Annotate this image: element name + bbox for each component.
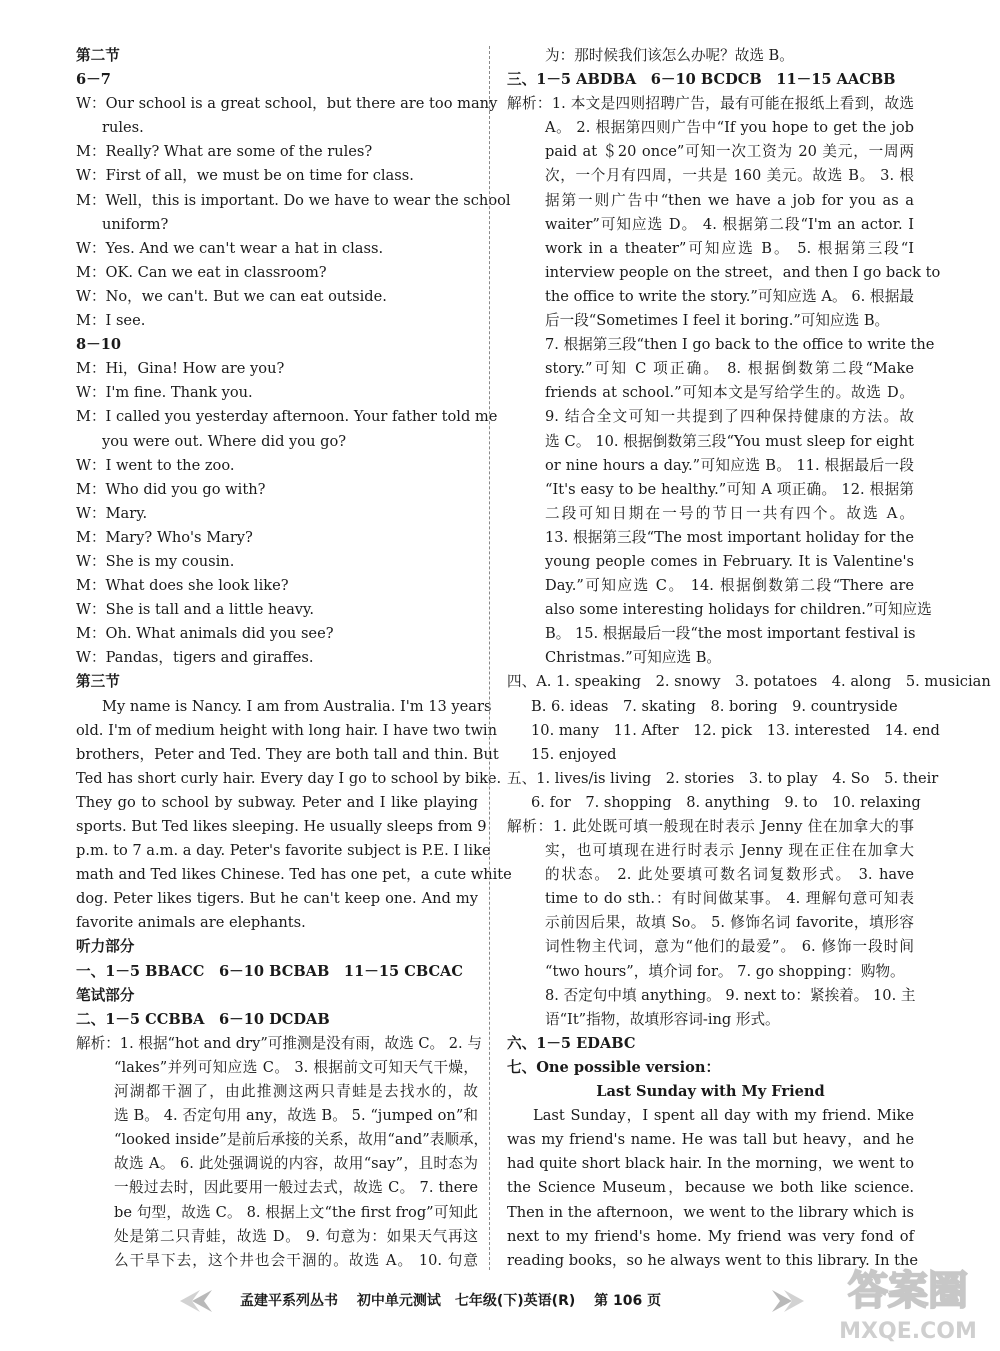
left-column [76,44,512,1273]
left-column-line: 一般过去时，因此要用一般过去式，故选 C。 7. there [114,1179,478,1197]
right-column-line: Last Sunday with My Friend [596,1083,825,1101]
right-column-line: Day.”可知应选 C。 14. 根据倒数第二段“There are [545,577,914,595]
right-column-line: 的状态。 2. 此处要填可数名词复数形式。 3. have [545,866,914,884]
right-column-line: also some interesting holidays for children.”可知应选 [545,601,932,619]
left-column-line: 故选 A。 6. 此处强调说的内容，故用“say”，且时态为 [114,1155,478,1173]
left-column-line: M：What does she look like? [76,577,289,595]
watermark-text: 答案圈 [848,1268,968,1314]
right-column-line: work in a theater”可知应选 B。 5. 根据第三段“I [545,239,914,257]
right-column [507,44,991,1273]
right-column-line: “two hours”，填介词 for。 7. go shopping：购物。 [545,962,905,980]
right-column-line: time to do sth.：有时间做某事。 4. 理解句意可知表 [545,890,914,908]
right-column-line: 15. enjoyed [531,745,617,763]
watermark-url: MXQE.COM [839,1319,977,1344]
left-column-line: 一、1－5 BBACC 6－10 BCBAB 11－15 CBCAC [76,962,463,980]
left-column-line: 第二节 [76,47,120,64]
left-column-line: sports. But Ted likes sleeping. He usually sleeps from 9 [76,818,487,835]
left-column-line: 处是第二只青蛙，故选 D。 9. 句意为：如果天气再这 [114,1227,478,1245]
left-column-line: M：OK. Can we eat in classroom? [76,263,327,281]
right-column-line: Then in the afternoon，we went to the library which is [507,1203,914,1221]
left-column-line: My name is Nancy. I am from Australia. I'm 13 years [102,697,492,715]
left-column-line: dog. Peter likes tigers. But he can't keep one. And my [76,890,478,908]
left-column-line: 笔试部分 [76,986,135,1004]
left-column-line: 解析：1. 根据“hot and dry”可推测是没有雨，故选 C。 2. 与 [76,1034,482,1052]
left-column-line: 么干旱下去，这个井也会干涸的。故选 A。 10. 句意 [114,1251,478,1269]
left-column-line: M：Really? What are some of the rules? [76,143,373,161]
footer-title: 初中单元测试 七年级(下)英语(R) [356,1293,576,1309]
right-column-line: 五、1. lives/is living 2. stories 3. to play 4. So 5. their [507,769,939,787]
right-column-line: friends at school.”可知本文是写给学生的。故选 D。 [545,384,914,402]
column-divider [489,46,490,1270]
right-column-line: 语“It”指物，故填形容词-ing 形式。 [545,1010,780,1028]
right-column-line: reading books，so he always went to this library. In the [507,1251,919,1269]
right-column-line: had quite short black hair. In the morning，we went to [507,1155,914,1173]
right-column-line: B. 6. ideas 7. skating 8. boring 9. countryside [531,697,898,715]
right-column-line: next to my friend's home. My friend was very fond of [507,1227,914,1245]
right-column-line: the Science Museum，because we both like science. [507,1179,914,1197]
right-column-line: 10. many 11. After 12. pick 13. interested 14. end [531,721,940,739]
left-column-line: W：Mary. [76,504,148,522]
right-column-line: 6. for 7. shopping 8. anything 9. to 10. relaxing [531,793,921,811]
left-column-line: M：Oh. What animals did you see? [76,625,334,643]
left-column-line: M：Well，this is important. Do we have to wear the school [76,191,511,209]
right-column-line: A。 2. 根据第四则广告中“If you hope to get the job [545,119,914,137]
left-column-line: 河湖都干涸了，由此推测这两只青蛙是去找水的，故 [114,1083,478,1101]
right-column-line: or nine hours a day.”可知应选 B。 11. 根据最后一段 [545,456,914,474]
left-column-line: M：Hi，Gina! How are you? [76,360,285,378]
right-column-line: 词性物主代词，意为“他们的最爱”。 6. 修饰一段时间 [545,938,914,956]
left-column-line: rules. [102,119,144,137]
left-column-line: favorite animals are elephants. [76,914,306,932]
right-column-line: 解析：1. 本文是四则招聘广告，最有可能在报纸上看到，故选 [507,95,914,113]
right-column-line: 七、One possible version： [507,1058,721,1076]
right-column-line: paid at ＄20 once”可知一次工资为 20 美元，一周两 [545,143,914,161]
left-column-line: W：Pandas，tigers and giraffes. [76,649,314,667]
left-column-line: math and Ted likes Chinese. Ted has one pet，a cute white [76,866,512,884]
left-column-line: “lakes”并列可知应选 C。 3. 根据前文可知天气干燥， [114,1058,478,1076]
left-column-line: W：No，we can't. But we can eat outside. [76,287,387,305]
left-column-line: W：Yes. And we can't wear a hat in class. [76,239,384,257]
footer-text [240,1290,661,1310]
left-column-line: 6－7 [76,71,111,89]
left-column-line: old. I'm of medium height with long hair. I have two twin [76,721,498,739]
left-column-line: M：Who did you go with? [76,480,266,498]
right-column-line: 8. 否定句中填 anything。 9. next to：紧挨着。 10. 主 [545,986,916,1004]
left-column-line: brothers，Peter and Ted. They are both tall and thin. But [76,745,499,763]
right-column-line: story.”可知 C 项正确。 8. 根据倒数第二段“Make [545,360,914,378]
right-column-line: 次，一个月有四周，一共是 160 美元。故选 B。 3. 根 [545,167,914,185]
right-column-line: was my friend's name. He was tall but heavy，and he [507,1131,914,1149]
right-column-line: 9. 结合全文可知一共提到了四种保持健康的方法。故 [545,408,914,426]
footer-page-number: 第 106 页 [594,1293,662,1309]
left-column-line: W：Our school is a great school，but there are too many [76,95,498,113]
left-column-line: “looked inside”是前后承接的关系，故用“and”表顺承， [114,1131,489,1149]
footer-series: 孟建平系列丛书 [240,1293,338,1309]
right-arrow-icon [770,1288,806,1314]
left-column-line: you were out. Where did you go? [102,432,347,450]
left-column-line: p.m. to 7 a.m. a day. Peter's favorite subject is P.E. I like [76,842,491,860]
left-column-line: W：First of all，we must be on time for class. [76,167,414,185]
left-column-line: W：She is tall and a little heavy. [76,601,314,619]
left-column-line: M：I see. [76,312,146,330]
left-column-line: W：I went to the zoo. [76,456,235,474]
left-column-line: 听力部分 [76,938,135,956]
left-column-line: uniform? [102,215,169,233]
right-column-line: 7. 根据第三段“then I go back to the office to write the [545,336,935,354]
left-column-line: W：I'm fine. Thank you. [76,384,253,402]
right-column-line: the office to write the story.”可知应选 A。 6. 根据最 [545,287,914,305]
left-column-line: M：I called you yesterday afternoon. Your father told me [76,408,498,426]
left-column-line: M：Mary? Who's Mary? [76,528,253,546]
right-column-line: 解析：1. 此处既可填一般现在时表示 Jenny 住在加拿大的事 [507,818,914,835]
left-column-line: 二、1－5 CCBBA 6－10 DCDAB [76,1010,330,1028]
right-column-line: 六、1－5 EDABC [507,1034,636,1052]
right-column-line: Christmas.”可知应选 B。 [545,649,722,667]
right-column-line: 选 C。 10. 根据倒数第三段“You must sleep for eight [545,432,914,450]
right-column-line: 二段可知日期在一号的节日一共有四个。故选 A。 [545,504,914,522]
right-column-line: 13. 根据第三段“The most important holiday for the [545,528,914,546]
right-column-line: Last Sunday，I spent all day with my friend. Mike [533,1107,914,1125]
right-column-line: 为：那时候我们该怎么办呢？故选 B。 [545,47,794,64]
right-column-line: “It's easy to be healthy.”可知 A 项正确。 12. 根据第 [545,480,914,498]
right-column-line: 示前因后果，故填 So。 5. 修饰名词 favorite，填形容 [545,914,914,932]
right-column-line: 实，也可填现在进行时表示 Jenny 现在正住在加拿大 [545,842,914,860]
left-column-line: W：She is my cousin. [76,552,235,570]
right-column-line: 据第一则广告中“then we have a job for you as a [545,191,914,209]
left-column-line: 选 B。 4. 否定句用 any，故选 B。 5. “jumped on”和 [114,1107,478,1125]
right-column-line: young people comes in February. It is Valentine's [545,552,914,570]
right-column-line: B。 15. 根据最后一段“the most important festival is [545,625,916,643]
right-column-line: 三、1－5 ABDBA 6－10 BCDCB 11－15 AACBB [507,71,896,89]
left-column-line: 第三节 [76,673,120,691]
left-column-line: 8－10 [76,336,122,354]
left-column-line: They go to school by subway. Peter and I like playing [76,793,478,811]
right-column-line: interview people on the street，and then I go back to [545,263,941,281]
left-column-line: be 句型，故选 C。 8. 根据上文“the first frog”可知此 [114,1203,478,1221]
right-column-line: 四、A. 1. speaking 2. snowy 3. potatoes 4. along 5. musician [507,673,991,691]
right-column-line: waiter”可知应选 D。 4. 根据第二段“I'm an actor. I [545,215,914,233]
right-column-line: 后一段“Sometimes I feel it boring.”可知应选 B。 [545,312,890,330]
left-arrow-icon [178,1288,214,1314]
watermark-logo [820,1252,996,1348]
left-column-line: Ted has short curly hair. Every day I go to school by bike. [76,769,502,787]
